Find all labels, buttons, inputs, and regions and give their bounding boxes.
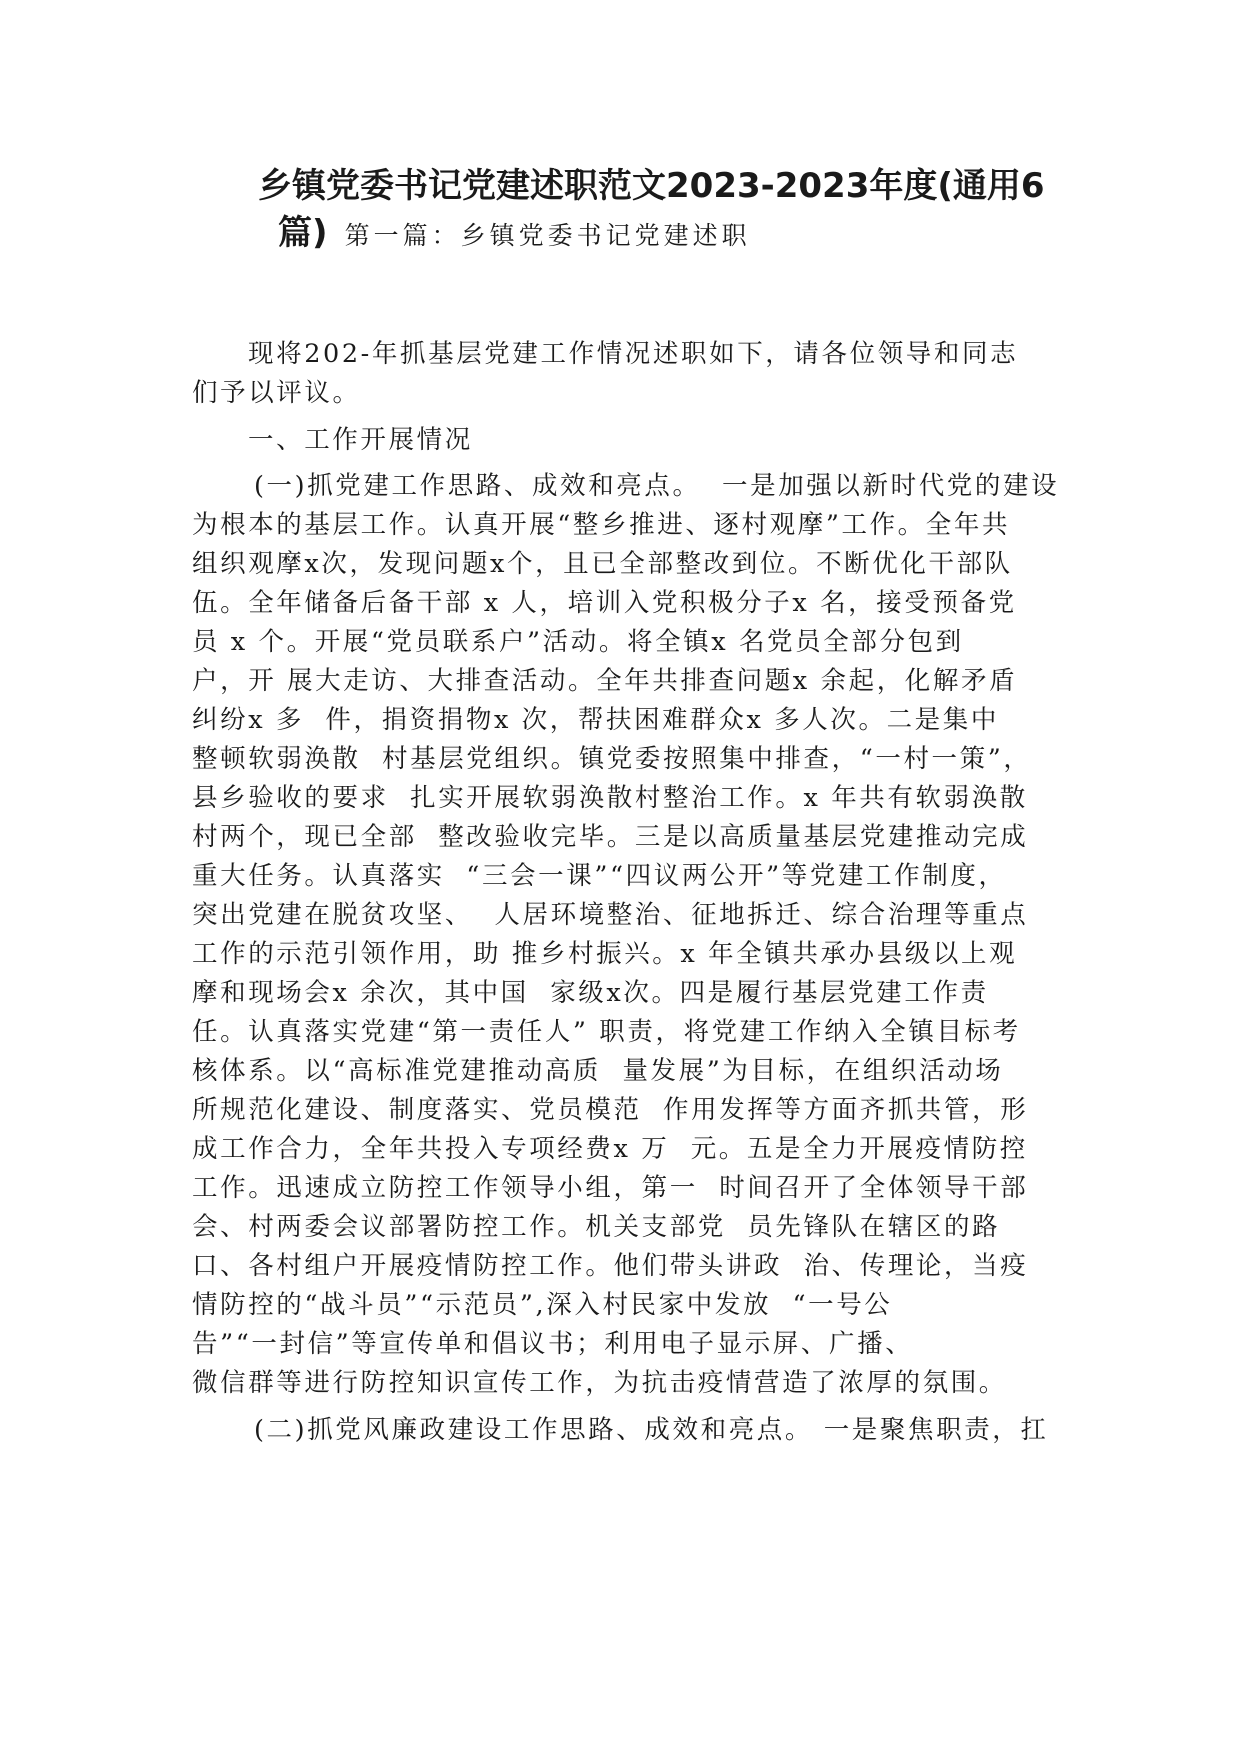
document-title: 乡镇党委书记党建述职范文2023-2023年度(通用6 — [258, 166, 1045, 206]
body-line: 核体系。以“高标准党建推动高质 量发展”为目标，在组织活动场 — [192, 1056, 1004, 1086]
body-line: 情防控的“战斗员”“示范员”,深入村民家中发放 “一号公 — [192, 1290, 893, 1320]
document-title-tail: 篇) — [278, 213, 328, 253]
body-line: 户，开 展大走访、大排查活动。全年共排查问题x 余起，化解矛盾 — [192, 666, 1018, 696]
body-line: 伍。全年储备后备干部 x 人，培训入党积极分子x 名，接受预备党 — [192, 588, 1017, 618]
body-line: (二)抓党风廉政建设工作思路、成效和亮点。 一是聚焦职责，扛 — [254, 1415, 1049, 1445]
body-line: 整顿软弱涣散 村基层党组织。镇党委按照集中排查，“一村一策”， — [192, 744, 1032, 774]
body-line: 所规范化建设、制度落实、党员模范 作用发挥等方面齐抓共管，形 — [192, 1095, 1029, 1125]
body-line: 任。认真落实党建“第一责任人” 职责，将党建工作纳入全镇目标考 — [192, 1017, 1021, 1047]
body-line: 员 x 个。开展“党员联系户”活动。将全镇x 名党员全部分包到 — [192, 627, 964, 657]
body-line: 县乡验收的要求 扎实开展软弱涣散村整治工作。x 年共有软弱涣散 — [192, 783, 1028, 813]
body-line: 纠纷x 多 件，捐资捐物x 次，帮扶困难群众x 多人次。二是集中 — [192, 705, 999, 735]
body-line: 会、村两委会议部署防控工作。机关支部党 员先锋队在辖区的路 — [192, 1212, 1001, 1242]
body-line: 组织观摩x次，发现问题x个，且已全部整改到位。不断优化干部队 — [192, 549, 1013, 579]
document-subtitle: 第一篇：乡镇党委书记党建述职 — [344, 221, 751, 250]
body-line: 微信群等进行防控知识宣传工作，为抗击疫情营造了浓厚的氛围。 — [192, 1368, 1007, 1398]
body-line: (一)抓党建工作思路、成效和亮点。 一是加强以新时代党的建设 — [254, 471, 1060, 501]
body-line: 为根本的基层工作。认真开展“整乡推进、逐村观摩”工作。全年共 — [192, 510, 1011, 540]
body-line: 村两个，现已全部 整改验收完毕。三是以高质量基层党建推动完成 — [192, 822, 1029, 852]
section-heading: 一、工作开展情况 — [248, 425, 473, 455]
body-line: 现将202-年抓基层党建工作情况述职如下，请各位领导和同志 — [248, 339, 1019, 369]
body-line: 口、各村组户开展疫情防控工作。他们带头讲政 治、传理论，当疫 — [192, 1251, 1029, 1281]
body-line: 突出党建在脱贫攻坚、 人居环境整治、征地拆迁、综合治理等重点 — [192, 900, 1029, 930]
body-line: 们予以评议。 — [192, 378, 361, 408]
body-line: 成工作合力，全年共投入专项经费x 万 元。五是全力开展疫情防控 — [192, 1134, 1028, 1164]
document-title-continued — [278, 205, 751, 254]
body-line: 工作。迅速成立防控工作领导小组，第一 时间召开了全体领导干部 — [192, 1173, 1029, 1203]
body-line: 摩和现场会x 余次，其中国 家级x次。四是履行基层党建工作责 — [192, 978, 989, 1008]
body-line: 重大任务。认真落实 “三会一课”“四议两公开”等党建工作制度， — [192, 861, 1007, 891]
body-line: 工作的示范引领作用，助 推乡村振兴。x 年全镇共承办县级以上观 — [192, 939, 1018, 969]
body-line: 告”“一封信”等宣传单和倡议书；利用电子显示屏、广播、 — [192, 1329, 914, 1359]
